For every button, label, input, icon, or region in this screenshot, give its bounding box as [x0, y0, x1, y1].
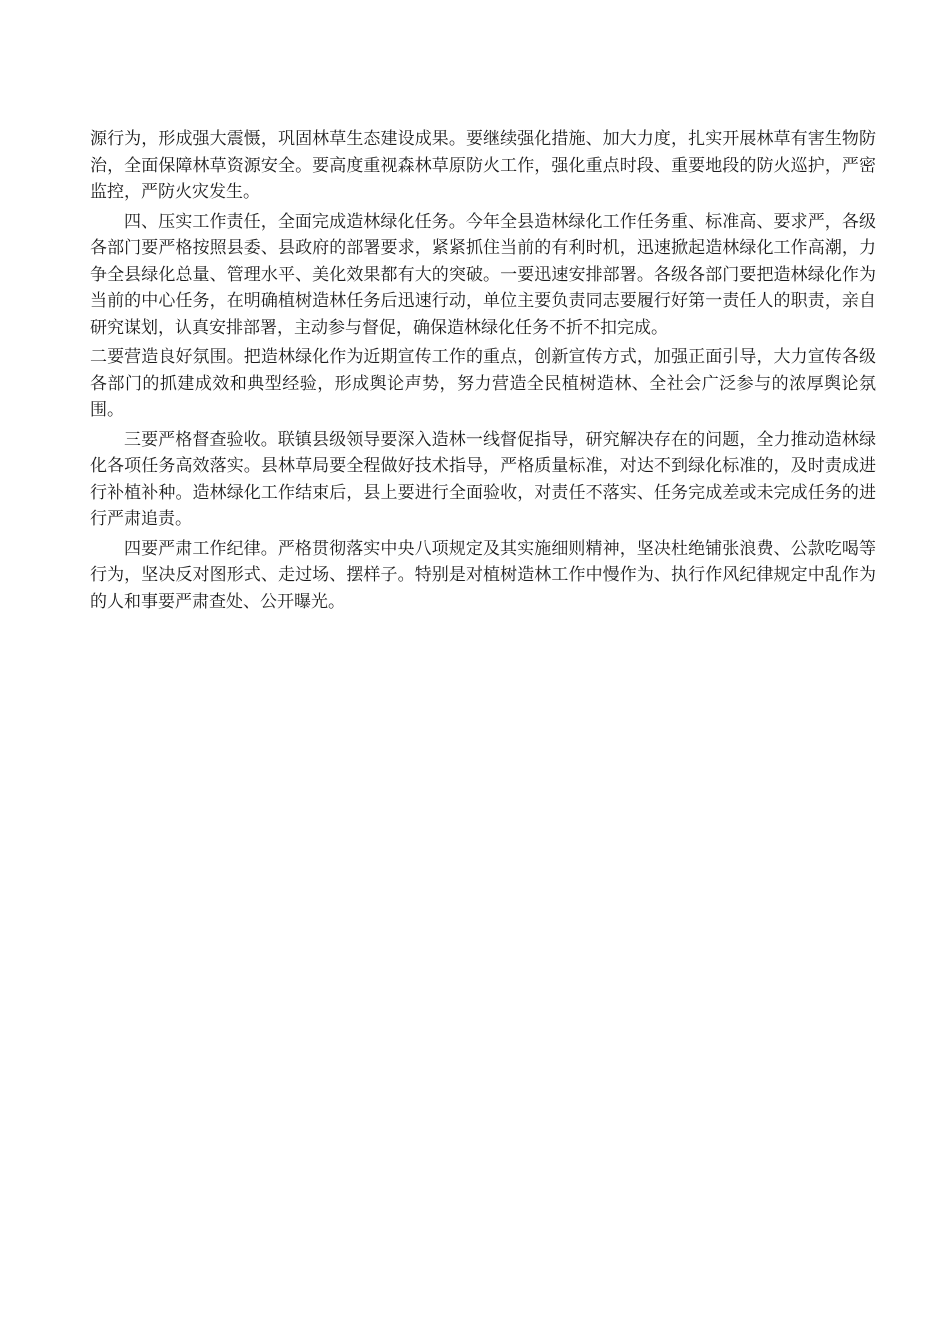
- paragraph-item-three: 三要严格督查验收。联镇县级领导要深入造林一线督促指导，研究解决存在的问题，全力推动造林绿化各项任务高效落实。县林草局要全程做好技术指导，严格质量标准，对达不到绿化标准的，及时责成进行补植补种。造林绿化工作结束后，县上要进行全面验收，对责任不落实、任务完成差或未完成任务的进行严肃追责。: [90, 429, 876, 529]
- paragraph-item-four: 四要严肃工作纪律。严格贯彻落实中央八项规定及其实施细则精神，坚决杜绝铺张浪费、公款吃喝等行为，坚决反对图形式、走过场、摆样子。特别是对植树造林工作中慢作为、执行作风纪律规定中乱作为的人和事要严肃查处、公开曝光。: [90, 538, 876, 612]
- paragraph-section-four: 四、压实工作责任，全面完成造林绿化任务。今年全县造林绿化工作任务重、标准高、要求严，各级各部门要严格按照县委、县政府的部署要求，紧紧抓住当前的有利时机，迅速掀起造林绿化工作高潮，力争全县绿化总量、管理水平、美化效果都有大的突破。一要迅速安排部署。各级各部门要把造林绿化作为当前的中心任务，在明确植树造林任务后迅速行动，单位主要负责同志要履行好第一责任人的职责，亲自研究谋划，认真安排部署，主动参与督促，确保造林绿化任务不折不扣完成。: [90, 211, 876, 338]
- paragraph-continued: 源行为，形成强大震慑，巩固林草生态建设成果。要继续强化措施、加大力度，扎实开展林草有害生物防治，全面保障林草资源安全。要高度重视森林草原防火工作，强化重点时段、重要地段的防火巡护，严密监控，严防火灾发生。: [90, 129, 876, 202]
- paragraph-item-two: 二要营造良好氛围。把造林绿化作为近期宣传工作的重点，创新宣传方式，加强正面引导，大力宣传各级各部门的抓建成效和典型经验，形成舆论声势，努力营造全民植树造林、全社会广泛参与的浓厚舆论氛围。: [90, 347, 876, 420]
- document-body: [90, 126, 876, 618]
